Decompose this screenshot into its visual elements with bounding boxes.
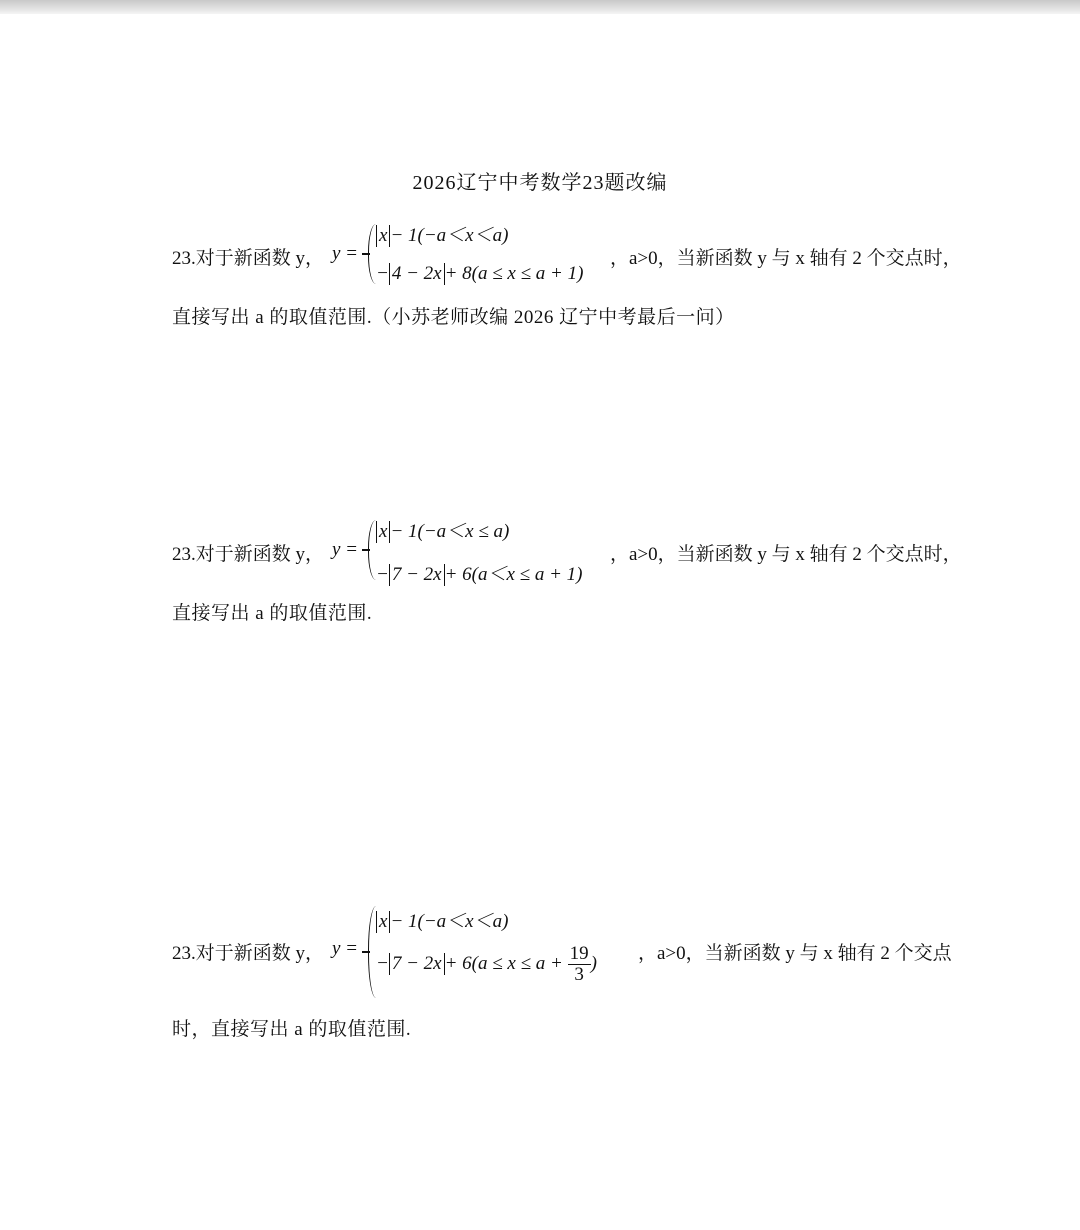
problem-2-prefix: 23.对于新函数 y， <box>172 544 325 565</box>
problem-1-eq-lhs: y = <box>332 243 359 264</box>
problem-2 <box>172 514 972 625</box>
problem-3-case-1 <box>376 906 508 933</box>
problem-2-suffix: ，a>0，当新函数 y 与 x 轴有 2 个交点时， <box>610 544 962 565</box>
problem-3 <box>172 904 972 1041</box>
problem-2-case-2-rest: + 6(a＜x ≤ a + 1) <box>444 564 583 585</box>
problem-3-brace-tip <box>362 951 370 953</box>
problem-2-case-1 <box>376 516 509 543</box>
problem-2-case-1-rest: − 1(−a＜x ≤ a) <box>390 521 510 542</box>
problem-3-case-1-abs: x <box>376 911 390 933</box>
problem-1-case-2-rest: + 8(a ≤ x ≤ a + 1) <box>444 263 584 284</box>
problem-2-case-2-lead: − <box>376 564 389 585</box>
problem-3-fraction-denominator: 3 <box>574 964 584 985</box>
top-toolbar-strip <box>0 0 1080 14</box>
problem-3-case-2-close: ) <box>590 952 597 974</box>
problem-3-prefix: 23.对于新函数 y， <box>172 943 325 964</box>
problem-2-case-2-abs: 7 − 2x <box>389 564 445 586</box>
problem-3-statement <box>172 904 972 1014</box>
problem-3-eq-lhs: y = <box>332 938 359 959</box>
problem-2-statement <box>172 514 972 598</box>
problem-2-line-2: 直接写出 a 的取值范围. <box>172 603 373 624</box>
problem-3-case-2-rest: + 6(a ≤ x ≤ a + <box>444 952 563 974</box>
problem-3-suffix: ，a>0，当新函数 y 与 x 轴有 2 个交点 <box>638 943 952 964</box>
problem-1 <box>172 218 972 329</box>
problem-2-eq-lhs: y = <box>332 539 359 560</box>
problem-3-fraction <box>568 944 591 985</box>
problem-1-statement <box>172 218 972 302</box>
problem-2-brace-tip <box>362 549 370 551</box>
document-title: 2026辽宁中考数学23题改编 <box>412 172 668 194</box>
problem-1-case-1 <box>376 220 508 247</box>
problem-2-case-1-abs: x <box>376 521 390 543</box>
problem-1-suffix: ，a>0，当新函数 y 与 x 轴有 2 个交点时， <box>610 248 962 269</box>
problem-1-case-1-abs: x <box>376 225 390 247</box>
problem-1-case-2-lead: − <box>376 263 389 284</box>
problem-1-case-1-rest: − 1(−a＜x＜a) <box>390 225 509 246</box>
problem-2-case-2 <box>376 559 583 586</box>
problem-3-fraction-numerator: 19 <box>569 943 589 964</box>
problem-3-case-2-lead: − <box>376 952 389 974</box>
problem-3-line-2: 时，直接写出 a 的取值范围. <box>172 1019 412 1040</box>
problem-1-case-2 <box>376 263 583 285</box>
problem-1-line-2: 直接写出 a 的取值范围.（小苏老师改编 2026 辽宁中考最后一问） <box>172 307 735 328</box>
problem-3-case-1-rest: − 1(−a＜x＜a) <box>390 911 509 932</box>
problem-1-brace-tip <box>362 253 370 255</box>
problem-3-case-2 <box>376 944 597 985</box>
problem-1-case-2-abs: 4 − 2x <box>389 263 445 285</box>
problem-1-prefix: 23.对于新函数 y， <box>172 248 325 269</box>
problem-3-case-2-abs: 7 − 2x <box>389 953 445 975</box>
